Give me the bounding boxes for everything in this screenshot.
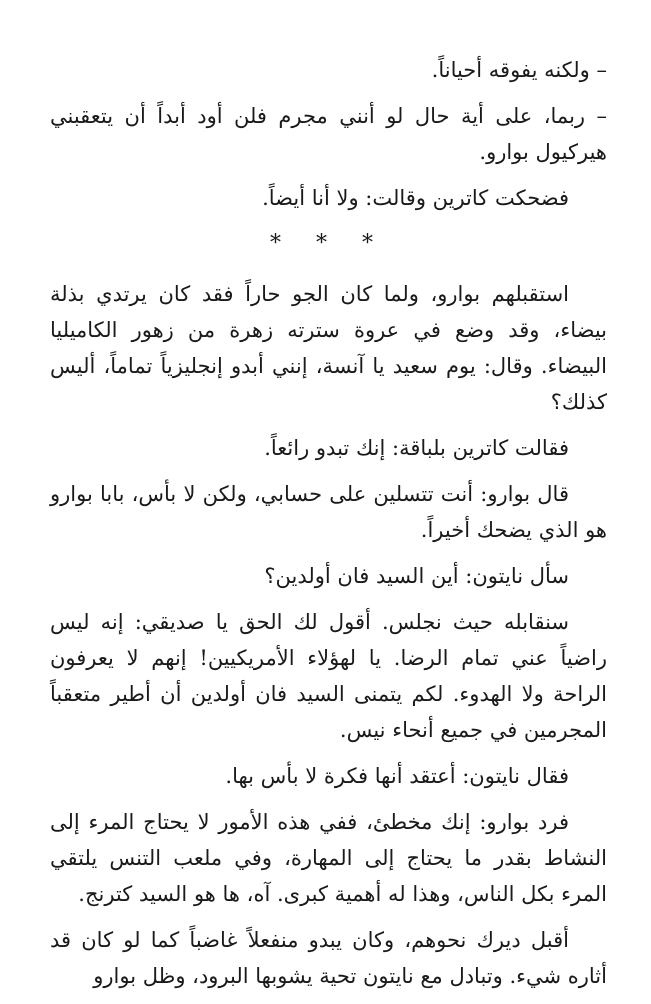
- paragraph-poirot-tennis: فرد بوارو: إنك مخطئ، ففي هذه الأمور لا يحتاج المرء إلى النشاط بقدر ما يحتاج إلى المهارة، وفي ملعب التنس يلتقي المرء بكل الناس، وهذا له أهمية كبرى. آه، ها هو السيد كترنج.: [50, 810, 607, 906]
- paragraph-katherine-reply: فقالت كاترين بلباقة: إنك تبدو رائعاً.: [264, 436, 569, 460]
- dialogue-line-3: فضحكت كاترين وقالت: ولا أنا أيضاً.: [262, 186, 569, 210]
- dialogue-line-1: – ولكنه يفوقه أحياناً.: [431, 58, 607, 82]
- paragraph-derek-arrives: أقبل ديرك نحوهم، وكان يبدو منفعلاً غاضباً كما لو كان قد أثاره شيء. وتبادل مع نايتون تحية يشوبها البرود، وظل بوارو: [50, 928, 607, 988]
- paragraph-knighton-question: سأل نايتون: أين السيد فان أولدين؟: [264, 564, 569, 588]
- section-separator: * * *: [270, 231, 387, 256]
- paragraph-poirot-reply: قال بوارو: أنت تتسلين على حسابي، ولكن لا بأس، بابا بوارو هو الذي يضحك أخيراً.: [50, 482, 607, 542]
- dialogue-line-2: – ربما، على أية حال لو أنني مجرم فلن أود أبداً أن يتعقبني هيركيول بوارو.: [50, 104, 607, 164]
- paragraph-poirot-greeting: استقبلهم بوارو، ولما كان الجو حاراً فقد كان يرتدي بذلة بيضاء، وقد وضع في عروة سترته زهرة من زهور الكاميليا البيضاء. وقال: يوم سعيد يا آنسة، إنني أبدو إنجليزياً تماماً، أليس كذلك؟: [50, 282, 607, 414]
- paragraph-poirot-americans: سنقابله حيث نجلس. أقول لك الحق يا صديقي: إنه ليس راضياً عني تمام الرضا. يا لهؤلاء الأمريكيين! إنهم لا يعرفون الراحة ولا الهدوء. لكم يتمنى السيد فان أولدين أن أطير متعقباً المجرمين في جميع أنحاء نيس.: [50, 610, 607, 742]
- paragraph-knighton-opinion: فقال نايتون: أعتقد أنها فكرة لا بأس بها.: [225, 764, 569, 788]
- book-page: [50, 52, 607, 1004]
